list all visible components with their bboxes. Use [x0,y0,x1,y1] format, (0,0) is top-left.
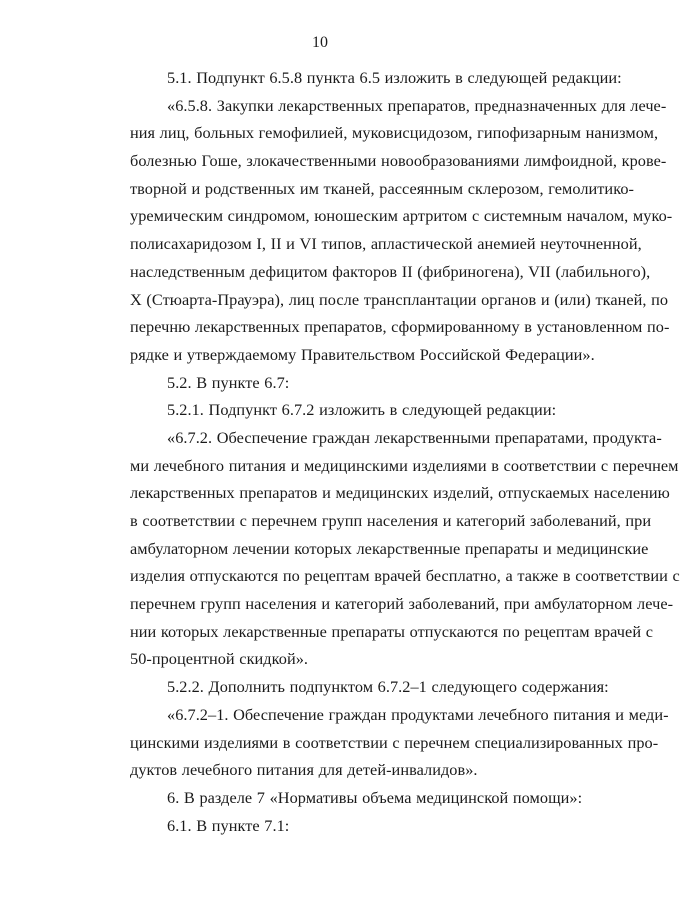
text-line: дуктов лечебного питания для детей-инвалидов». [130,760,478,780]
text-line: «6.5.8. Закупки лекарственных препаратов, предназначенных для лече- [167,95,667,115]
paragraph-6-1 [93,812,597,840]
text-line: 5.1. Подпункт 6.5.8 пункта 6.5 изложить в следующей редакции: [167,68,622,87]
paragraph-5-2 [93,369,597,397]
text-line: полисахаридозом I, II и VI типов, апластической анемией неуточненной, [130,234,642,254]
text-line: ми лечебного питания и медицинскими изделиями в соответствии с перечнем [130,455,679,475]
text-line: наследственным дефицитом факторов II (фибриногена), VII (лабильного), [130,261,651,281]
text-line: 6.1. В пункте 7.1: [167,815,290,835]
text-line: цинскими изделиями в соответствии с перечнем специализированных про- [130,732,659,752]
text-line: творной и родственных им тканей, рассеянным склерозом, гемолитико- [130,178,634,198]
text-line: перечнем групп населения и категорий заболеваний, при амбулаторном лече- [130,594,674,614]
text-line: изделия отпускаются по рецептам врачей бесплатно, а также в соответствии с [130,566,680,586]
text-line: амбулаторном лечении которых лекарственные препараты и медицинские [130,538,649,558]
text-line: уремическим синдромом, юношеским артритом с системным началом, муко- [130,206,673,226]
text-line: 5.2.1. Подпункт 6.7.2 изложить в следующей редакции: [167,400,557,420]
text-line: «6.7.2. Обеспечение граждан лекарственными препаратами, продукта- [167,427,662,447]
text-line: 5.2.2. Дополнить подпунктом 6.7.2–1 следующего содержания: [167,677,609,697]
paragraph-6-7-2-1 [93,701,669,784]
text-line: перечню лекарственных препаратов, сформированному в установленном по- [130,317,670,337]
document-body [93,64,680,839]
paragraph-5-2-2 [93,673,609,701]
text-line: 6. В разделе 7 «Нормативы объема медицинской помощи»: [167,787,583,807]
page-number: 10 [312,34,328,51]
text-line: «6.7.2–1. Обеспечение граждан продуктами лечебного питания и меди- [167,704,669,724]
text-line: рядке и утверждаемому Правительством Российской Федерации». [130,344,595,364]
text-line: в соответствии с перечнем групп населения и категорий заболеваний, при [130,511,652,530]
paragraph-6-7-2 [93,424,680,673]
text-line: X (Стюарта-Прауэра), лиц после трансплантации органов и (или) тканей, по [130,289,669,309]
text-line: нии которых лекарственные препараты отпускаются по рецептам врачей с [130,621,653,641]
paragraph-6 [93,784,597,812]
text-line: ния лиц, больных гемофилией, муковисцидозом, гипофизарным нанизмом, [130,123,659,143]
text-line: болезнью Гоше, злокачественными новообразованиями лимфоидной, крове- [130,151,667,171]
paragraph-5-2-1 [93,396,597,424]
text-line: 50-процентной скидкой». [130,649,309,669]
text-line: 5.2. В пункте 6.7: [167,372,290,392]
paragraph-6-5-8 [93,92,673,369]
text-line: лекарственных препаратов и медицинских изделий, отпускаемых населению [130,483,670,503]
paragraph-5-1 [93,64,622,92]
